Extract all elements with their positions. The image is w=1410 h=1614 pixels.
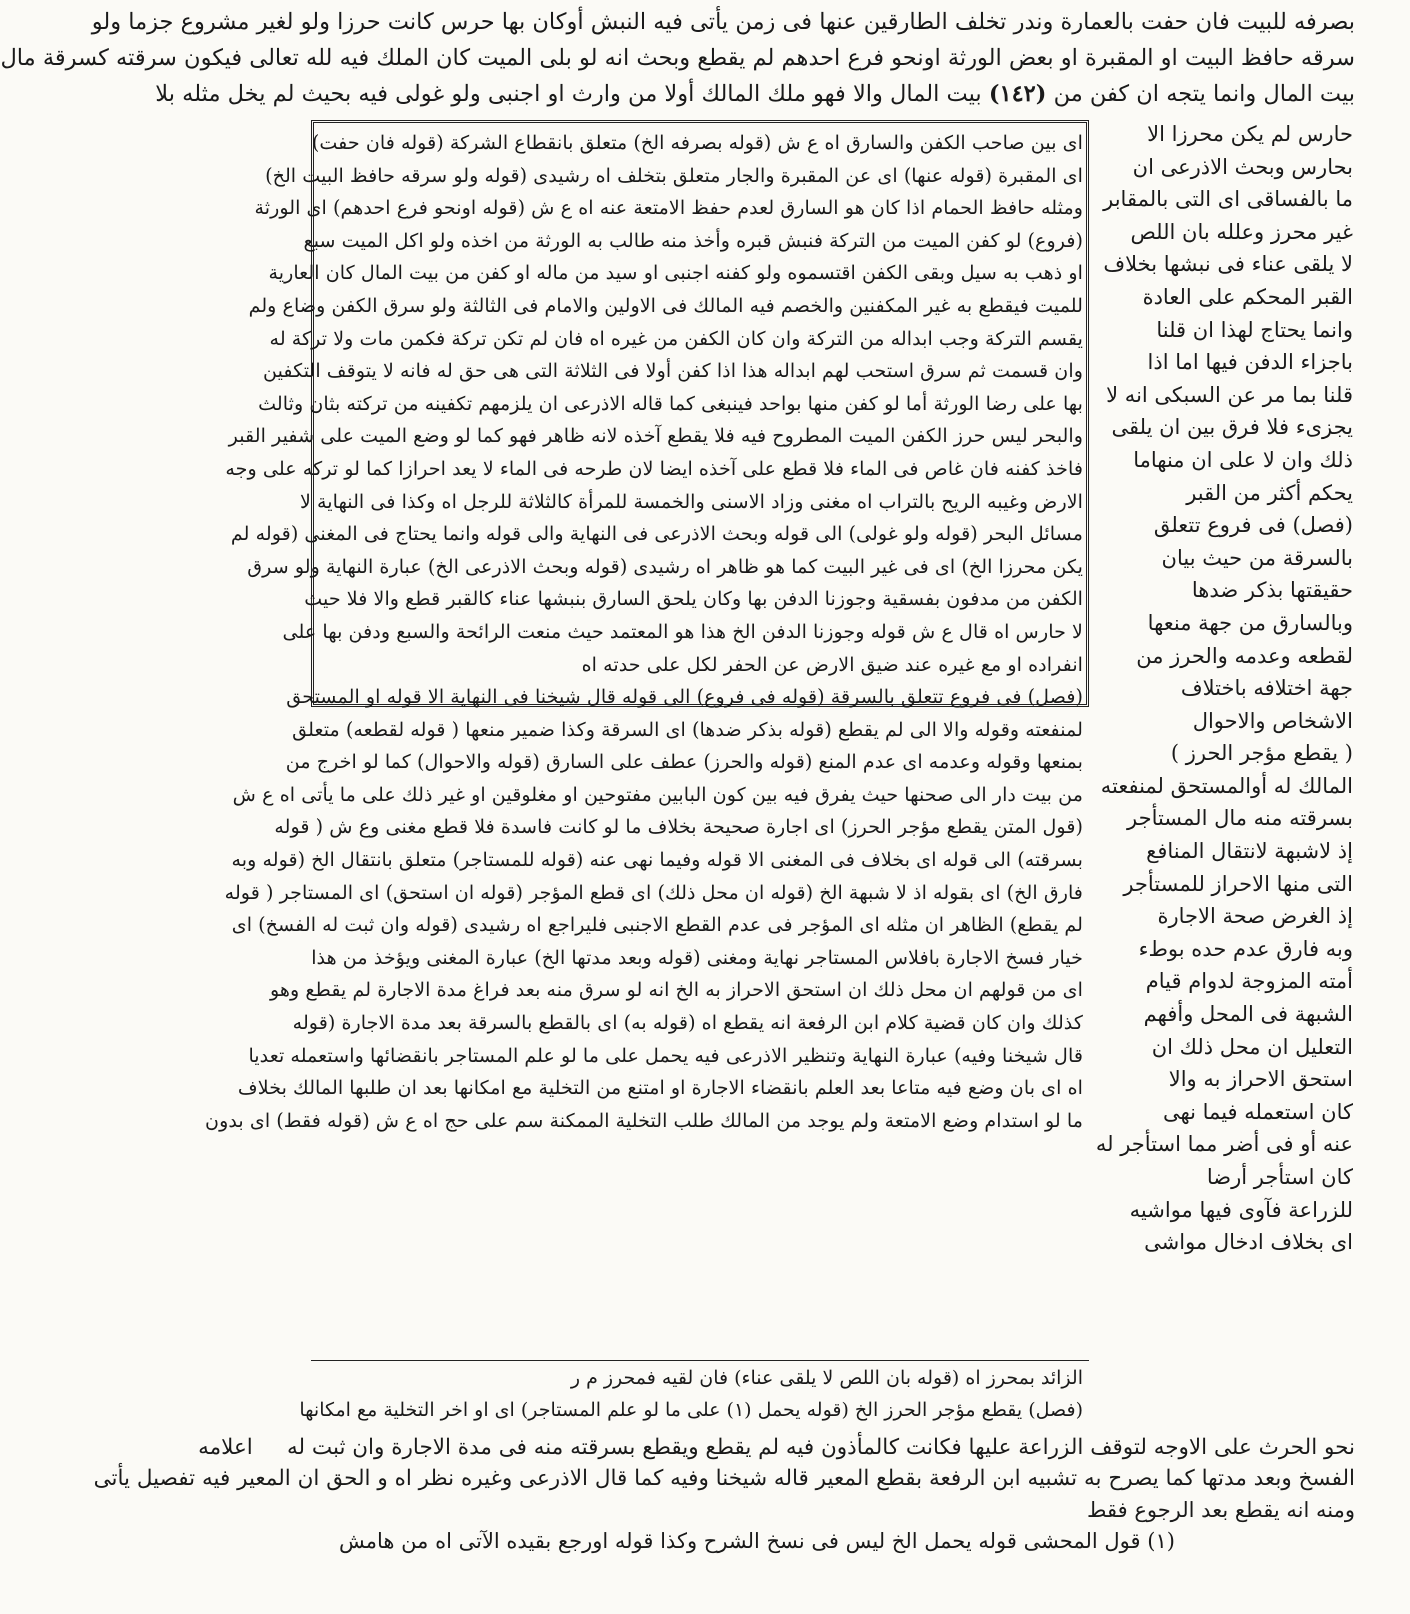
- sharh-line: وبالسارق من جهة منعها: [1147, 610, 1353, 635]
- hashiya-line: (فروع) لو كفن الميت من التركة فنبش قبره وأخذ منه طالب به الورثة من اخذه ولو اكل الميت سبع: [303, 228, 1083, 252]
- sharh-line: بحارس وبحث الاذرعى ان: [1132, 154, 1353, 179]
- hashiya-line: اى المقبرة (قوله عنها) اى عن المقبرة والجار متعلق بتخلف اه رشيدى (قوله ولو سرقه حافظ البيت الخ): [265, 163, 1083, 187]
- hashiya-line: (قول المتن يقطع مؤجر الحرز) اى اجارة صحيحة بخلاف ما لو كانت فاسدة فلا قطع مغنى وع ش ( قوله: [274, 815, 1083, 839]
- hashiya-line: فاخذ كفنه فان غاص فى الماء فلا قطع على آخذه ايضا لان طرحه فى الماء لا يعد احرازا كما لو تركه على وجه: [225, 456, 1083, 480]
- sharh-line: المالك له أوالمستحق لمنفعته: [1100, 773, 1353, 798]
- sharh-line: بالسرقة من حيث بيان: [1161, 545, 1353, 570]
- sharh-line: الاشخاص والاحوال: [1192, 708, 1353, 733]
- footnote-tail: ومنه انه يقطع بعد الرجوع فقط: [1087, 1498, 1355, 1522]
- sharh-line: استحق الاحراز به والا: [1168, 1067, 1353, 1092]
- hashiya-line: الارض وغيبه الريح بالتراب اه مغنى وزاد الاسنى والخمسة للمرأة كالثلاثة للرجل اه وكذا فى النهاية لا: [299, 489, 1083, 513]
- sharh-line: أمته المزوجة لدوام قيام: [1145, 969, 1353, 994]
- hashiya-line: انفراده او مع غيره عند ضيق الارض عن الحفر لكل على حدته اه: [581, 652, 1083, 676]
- hashiya-line: من بيت دار الى صحنها حيث يفرق فيه بين كون البابين مفتوحين او مغلوقين او غير ذلك على ما يأتى اه ع ش: [232, 782, 1083, 806]
- sharh-line: باجزاء الدفن فيها اما اذا: [1147, 350, 1353, 375]
- hashiya-line: الكفن من مدفون بفسقية وجوزنا الدفن بها وكان يلحق السارق بنبشها عناء كالقبر قطع والا فلا حيث: [304, 587, 1083, 611]
- main-line: بصرفه للبيت فان حفت بالعمارة وندر تخلف الطارقين عنها فى زمن يأتى فيه النبش أوكان بها حرس كانت حرزا ولو لغير مشروع جزما ولو: [91, 9, 1355, 35]
- hashiya-line: اه اى بان وضع فيه متاعا بعد العلم بانقضاء الاجارة او امتنع من التخلية مع امكانها بعد ان طلبها المالك بخلاف: [237, 1076, 1083, 1100]
- sharh-line: جهة اختلافه باختلاف: [1180, 676, 1353, 701]
- hashiya-line: اى بين صاحب الكفن والسارق اه ع ش (قوله بصرفه الخ) متعلق بانقطاع الشركة (قوله فان حفت): [311, 131, 1083, 154]
- hashiya-line: او ذهب به سيل وبقى الكفن اقتسموه ولو كفنه اجنبى او سيد من ماله او كفن من بيت المال كان العارية: [268, 261, 1083, 285]
- main-text-top: [0, 4, 1355, 112]
- sharh-line: لقطعه وعدمه والحرز من: [1136, 643, 1353, 668]
- hashiya-line: بمنعها وقوله وعدمه اى عدم المنع (قوله والحرز) عطف على السارق (قوله والاحوال) كما لو اخرج من: [285, 750, 1083, 774]
- hashiya-line: لمنفعته وقوله والا الى لم يقطع (قوله بذكر ضدها) اى السرقة وكذا ضمير منعها ( قوله لقطعه) متعلق: [292, 717, 1083, 741]
- sharh-line: كان استأجر أرضا: [1206, 1165, 1353, 1189]
- sharh-line: وبه فارق عدم حده بوطء: [1138, 936, 1353, 961]
- hashiya-line: فارق الخ) اى بقوله اذ لا شبهة الخ (قوله ان محل ذلك) اى قطع المؤجر (قوله ان استحق) اى المستاجر ( قوله: [224, 880, 1083, 904]
- main-line: [198, 1432, 1355, 1463]
- hashiya-line: بسرقته) الى قوله اى بخلاف فى المغنى الا قوله وفيما نهى عنه (قوله للمستاجر) متعلق بانتقال الخ (قوله وبه: [231, 848, 1083, 872]
- sharh-line: ( يقطع مؤجر الحرز ): [1170, 741, 1353, 766]
- margin-label: اعلامه: [198, 1435, 253, 1460]
- sharh-line: الشبهة فى المحل وأفهم: [1143, 1002, 1353, 1027]
- hashiya-line: (فصل) فى فروع تتعلق بالسرقة (قوله فى فروع) الى قوله قال شيخنا فى النهاية الا قوله او المستحق: [286, 685, 1083, 709]
- hashiya-line: اى من قولهم ان محل ذلك ان استحق الاحراز به الخ انه لو سرق منه بعد فراغ مدة الاجارة لم يقطع وهو: [270, 978, 1083, 1002]
- main-line: سرقه حافظ البيت او المقبرة او بعض الورثة اونحو فرع احدهم لم يقطع وبحث انه لو بلى الميت كان الملك فيه لله تعالى فيكون سرقته كسرقة مال: [0, 45, 1355, 71]
- sharh-line: حارس لم يكن محرزا الا: [1147, 122, 1353, 146]
- main-line: [155, 76, 1355, 112]
- sharh-line: قلنا بما مر عن السبكى انه لا: [1106, 382, 1353, 407]
- hashiya-line: لم يقطع) الظاهر ان مثله اى المؤجر فى عدم القطع الاجنبى فليراجع اه رشيدى (قوله وان ثبت له الفسخ) اى: [231, 913, 1083, 937]
- sharh-line: اى بخلاف ادخال مواشى: [1144, 1230, 1353, 1255]
- hashiya-line: خيار فسخ الاجارة بافلاس المستاجر نهاية ومغنى (قوله وبعد مدتها الخ) عبارة المغنى ويؤخذ من هذا: [311, 945, 1083, 969]
- sharh-line: يجزىء فلا فرق بين ان يلقى: [1111, 415, 1353, 440]
- hashiya-line: مسائل البحر (قوله ولو غولى) الى قوله وبحث الاذرعى فى النهاية والى قوله وانما يحتاج فى المغنى (قوله لم: [230, 522, 1083, 546]
- hashiya-line: كذلك وان كان قضية كلام ابن الرفعة انه يقطع اه (قوله به) اى بالقطع بالسرقة بعد مدة الاجارة (قوله: [292, 1011, 1083, 1035]
- page-number: (١٤٢): [988, 81, 1047, 107]
- sharh-line: إذ لاشبهة لانتقال المنافع: [1146, 839, 1353, 864]
- sharh-line: القبر المحكم على العادة: [1142, 284, 1353, 309]
- hashiya-line: الزائد بمحرز اه (قوله بان اللص لا يلقى عناء) فان لقيه فمحرز م ر: [570, 1367, 1083, 1389]
- sharh-line: حقيقتها بذكر ضدها: [1191, 578, 1353, 603]
- hashiya-line: قال شيخنا وفيه) عبارة النهاية وتنظير الاذرعى فيه يحمل على ما لو علم المستاجر بانقضائها واستعمله تعديا: [248, 1043, 1083, 1067]
- hashiya-line: بها على رضا الورثة أما لو كفن منها بواحد فينبغى كما قاله الاذرعى ان يلزمهم تكفينه من تركته بثان وثالث: [258, 391, 1083, 415]
- sharh-line: وانما يحتاج لهذا ان قلنا: [1156, 317, 1353, 342]
- sharh-line: عنه أو فى أضر مما استأجر له: [1095, 1132, 1353, 1157]
- sharh-line: ذلك وان لا على ان منهاما: [1133, 447, 1353, 472]
- hashiya-line: ما لو استدام وضع الامتعة ولم يوجد من المالك طلب التخلية الممكنة سم على حج اه ع ش (قوله فقط) اى بدون: [204, 1108, 1083, 1132]
- sharh-line: لا يلقى عناء فى نبشها بخلاف: [1103, 252, 1353, 277]
- hashiya-lower-block: [299, 1362, 1083, 1426]
- sharh-line: بسرقته منه مال المستأجر: [1127, 806, 1353, 831]
- sharh-line: كان استعمله فيما نهى: [1162, 1099, 1353, 1124]
- sharh-line: يحكم أكثر من القبر: [1186, 480, 1353, 505]
- hashiya-line: ومثله حافظ الحمام اذا كان هو السارق لعدم حفظ الامتعة عنه اه ع ش (قوله اونحو فرع احدهم) اى الورثة: [254, 196, 1083, 220]
- footnote: [339, 1495, 1355, 1557]
- sharh-line: التى منها الاحراز للمستأجر: [1123, 871, 1353, 896]
- main-line-part: بيت المال والا فهو ملك المالك أولا من وارث او اجنبى ولو غولى فيه بحيث لم يخل مثله بلا: [155, 81, 982, 107]
- hashiya-line: للميت فيقطع به غير المكفنين والخصم فيه المالك فى الاولين والامام فى الثالثة ولو سرق الكفن وضاع ولم: [248, 293, 1083, 317]
- sharh-line: ما بالفساقى اى التى بالمقابر: [1103, 187, 1353, 212]
- sharh-line: التعليل ان محل ذلك ان: [1151, 1034, 1353, 1059]
- sharh-line: للزراعة فآوى فيها مواشيه: [1129, 1197, 1353, 1222]
- hashiya-line: يكن محرزا الخ) اى فى غير البيت كما هو ظاهر اه رشيدى (قوله وبحث الاذرعى الخ) عبارة النهاية ولو سرق: [247, 554, 1083, 578]
- main-line: الفسخ وبعد مدتها كما يصرح به تشبيه ابن الرفعة بقطع المعير قاله شيخنا وفيه كما قال الاذرعى وغيره نظر اه و الحق ان المعير فيه تفصيل يأتى: [93, 1466, 1355, 1491]
- sharh-line: إذ الغرض صحة الاجارة: [1157, 904, 1353, 929]
- footnote-text: (١) قول المحشى قوله يحمل الخ ليس فى نسخ الشرح وكذا قوله اورجع بقيده الآتى اه من هامش: [339, 1529, 1175, 1553]
- main-line-part: بيت المال وانما يتجه ان كفن من: [1053, 81, 1355, 107]
- hashiya-line: (فصل) يقطع مؤجر الحرز الخ (قوله يحمل (١) على ما لو علم المستاجر) اى او اخر التخلية مع امكانها: [299, 1399, 1083, 1421]
- sharh-line: (فصل) فى فروع تتعلق: [1153, 513, 1353, 538]
- hashiya-line: يقسم التركة وجب ابداله من التركة وان كان الكفن من غيره اه فان لم تكن تركة فكمن مات ولا تركة له: [269, 326, 1083, 350]
- separator-line: [311, 1360, 1089, 1361]
- sharh-line: غير محرز وعلله بان اللص: [1130, 219, 1353, 244]
- hashiya-block: [204, 127, 1083, 1137]
- sharh-column: [1095, 118, 1353, 1259]
- main-line-part: نحو الحرث على الاوجه لتوقف الزراعة عليها فكانت كالمأذون فيه لم يقطع ويقطع بسرقته منه فى مدة الاجارة وان ثبت له: [286, 1435, 1355, 1460]
- hashiya-line: والبحر ليس حرز الكفن الميت المطروح فيه فلا يقطع آخذه لانه ظاهر فهو كما لو وضع الميت على شفير القبر: [228, 424, 1083, 448]
- hashiya-line: لا حارس اه قال ع ش قوله وجوزنا الدفن الخ هذا هو المعتمد حيث منعت الرائحة والسبع ودفن بها على: [282, 619, 1083, 643]
- main-text-bottom: [93, 1432, 1355, 1494]
- hashiya-line: وان قسمت ثم سرق استحب لهم ابداله هذا اذا كفن أولا فى الثلاثة التى هى حق له فانه لا يتوقف التكفين: [263, 359, 1083, 383]
